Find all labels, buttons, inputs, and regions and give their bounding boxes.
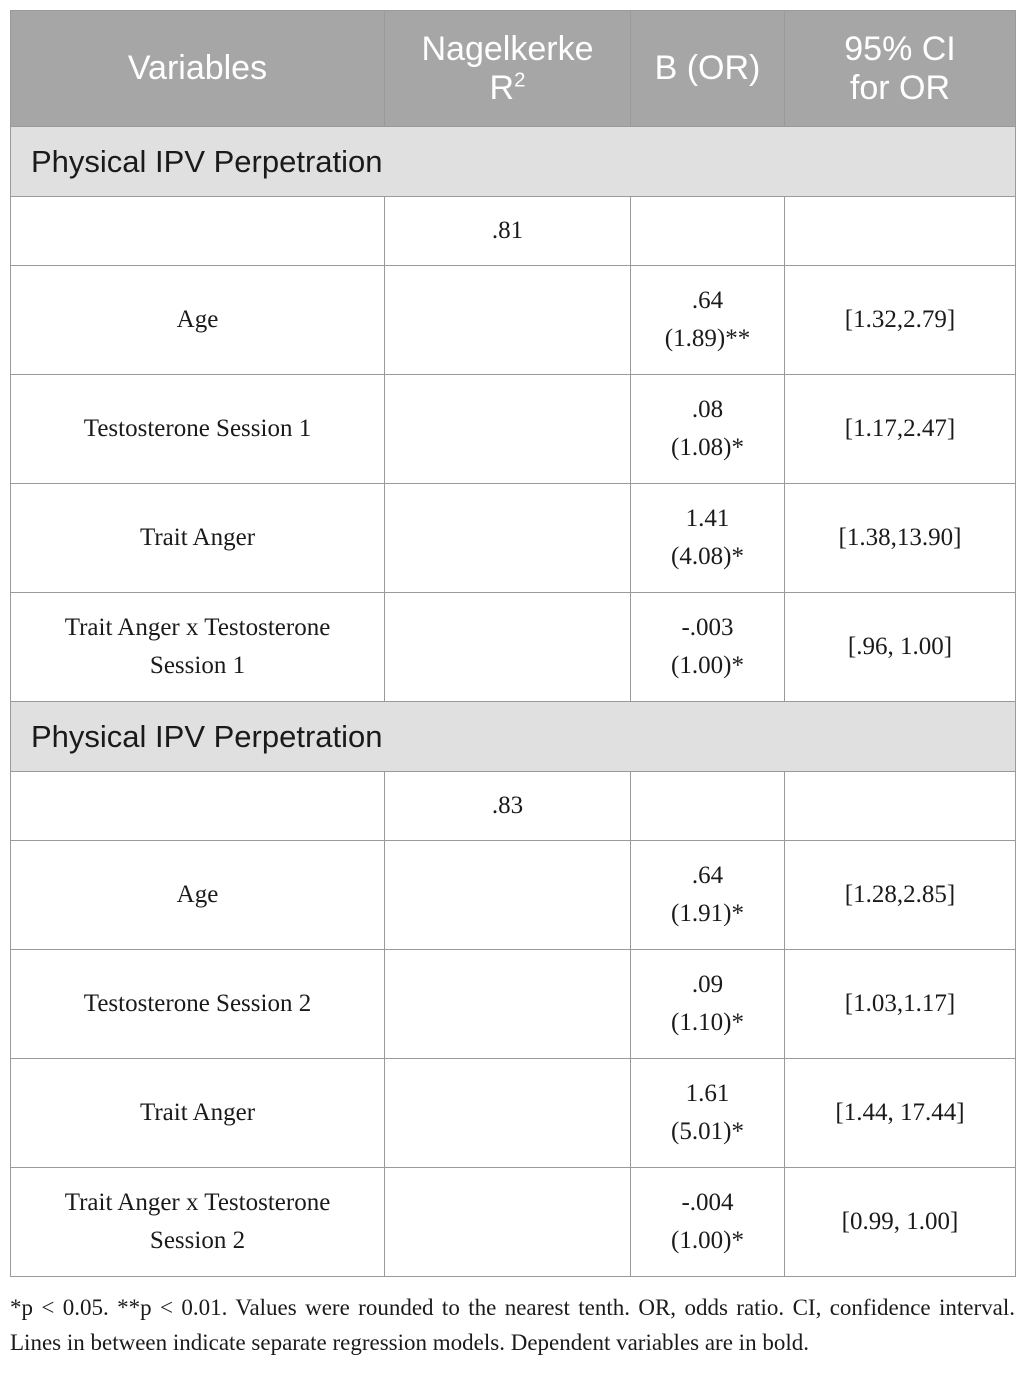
table-row <box>11 593 1016 702</box>
regression-table <box>10 10 1016 1277</box>
section-title: Physical IPV Perpetration <box>11 127 1016 197</box>
r2-cell <box>385 950 631 1059</box>
r2-cell <box>385 484 631 593</box>
b-or-cell <box>631 266 785 375</box>
ci-cell: [0.99, 1.00] <box>785 1168 1016 1277</box>
r2-cell <box>385 375 631 484</box>
b-or-cell <box>631 197 785 266</box>
or-value: (1.10)* <box>671 1009 744 1036</box>
r2-cell <box>385 266 631 375</box>
variable-name: Trait Anger x Testosterone <box>64 1189 331 1216</box>
or-value: (1.00)* <box>671 652 744 679</box>
or-value: (1.08)* <box>671 434 744 461</box>
r2-cell <box>385 841 631 950</box>
table-row <box>11 1059 1016 1168</box>
header-ci: 95% CI for OR <box>785 11 1016 127</box>
regression-table-container <box>10 10 1015 1277</box>
ci-cell <box>785 772 1016 841</box>
b-or-cell <box>631 772 785 841</box>
variable-name: Trait Anger <box>139 1099 256 1126</box>
header-nagelkerke-r2: Nagelkerke $R^2$ <box>385 11 631 127</box>
table-footnote: *p < 0.05. **p < 0.01. Values were rounded to the nearest tenth. OR, odds ratio. CI, confidence interval. Lines in between indicate separate regression models. Dependent variables are in bold. <box>10 1295 1015 1355</box>
variable-name: Testosterone Session 1 <box>83 415 312 442</box>
variable-name: Age <box>176 306 219 333</box>
table-row <box>11 841 1016 950</box>
variable-name: Age <box>176 881 219 908</box>
ci-cell: [1.03,1.17] <box>785 950 1016 1059</box>
b-value: .64 <box>691 287 724 314</box>
variable-cell <box>11 266 385 375</box>
model-r2-row <box>11 772 1016 841</box>
r2-cell <box>385 1168 631 1277</box>
header-row <box>11 11 1016 127</box>
variable-name: Trait Anger <box>139 524 256 551</box>
variable-cell <box>11 197 385 266</box>
section-header-row <box>11 127 1016 197</box>
b-or-cell <box>631 593 785 702</box>
or-value: (1.91)* <box>671 900 744 927</box>
table-row <box>11 1168 1016 1277</box>
section-header-row <box>11 702 1016 772</box>
b-or-cell <box>631 1168 785 1277</box>
variable-cell <box>11 375 385 484</box>
variable-cell <box>11 772 385 841</box>
b-value: .09 <box>691 971 724 998</box>
b-or-cell <box>631 375 785 484</box>
r2-cell <box>385 1059 631 1168</box>
table-row <box>11 950 1016 1059</box>
b-value: -.004 <box>681 1189 734 1216</box>
variable-cell <box>11 484 385 593</box>
ci-cell: [1.38,13.90] <box>785 484 1016 593</box>
b-value: 1.41 <box>685 505 730 532</box>
ci-cell: [.96, 1.00] <box>785 593 1016 702</box>
b-value: 1.61 <box>685 1080 730 1107</box>
variable-cell <box>11 1059 385 1168</box>
variable-name: Testosterone Session 2 <box>83 990 312 1017</box>
ci-cell: [1.28,2.85] <box>785 841 1016 950</box>
table-row <box>11 375 1016 484</box>
ci-cell: [1.32,2.79] <box>785 266 1016 375</box>
variable-name-cont: Session 1 <box>149 652 246 679</box>
or-value: (4.08)* <box>671 543 744 570</box>
b-value: .64 <box>691 862 724 889</box>
or-value: (5.01)* <box>671 1118 744 1145</box>
r2-cell: .81 <box>385 197 631 266</box>
variable-cell <box>11 950 385 1059</box>
b-value: -.003 <box>681 614 734 641</box>
b-or-cell <box>631 1059 785 1168</box>
or-value: (1.89)** <box>664 325 751 352</box>
or-value: (1.00)* <box>671 1227 744 1254</box>
table-row <box>11 484 1016 593</box>
b-or-cell <box>631 841 785 950</box>
variable-cell <box>11 1168 385 1277</box>
variable-cell <box>11 841 385 950</box>
ci-cell: [1.44, 17.44] <box>785 1059 1016 1168</box>
b-or-cell <box>631 950 785 1059</box>
b-value: .08 <box>691 396 724 423</box>
b-or-cell <box>631 484 785 593</box>
section-title: Physical IPV Perpetration <box>11 702 1016 772</box>
header-b-or: B (OR) <box>631 11 785 127</box>
ci-cell: [1.17,2.47] <box>785 375 1016 484</box>
r2-cell: .83 <box>385 772 631 841</box>
variable-name: Trait Anger x Testosterone <box>64 614 331 641</box>
variable-name-cont: Session 2 <box>149 1227 246 1254</box>
table-row <box>11 266 1016 375</box>
model-r2-row <box>11 197 1016 266</box>
header-variables: Variables <box>11 11 385 127</box>
ci-cell <box>785 197 1016 266</box>
r2-cell <box>385 593 631 702</box>
variable-cell <box>11 593 385 702</box>
